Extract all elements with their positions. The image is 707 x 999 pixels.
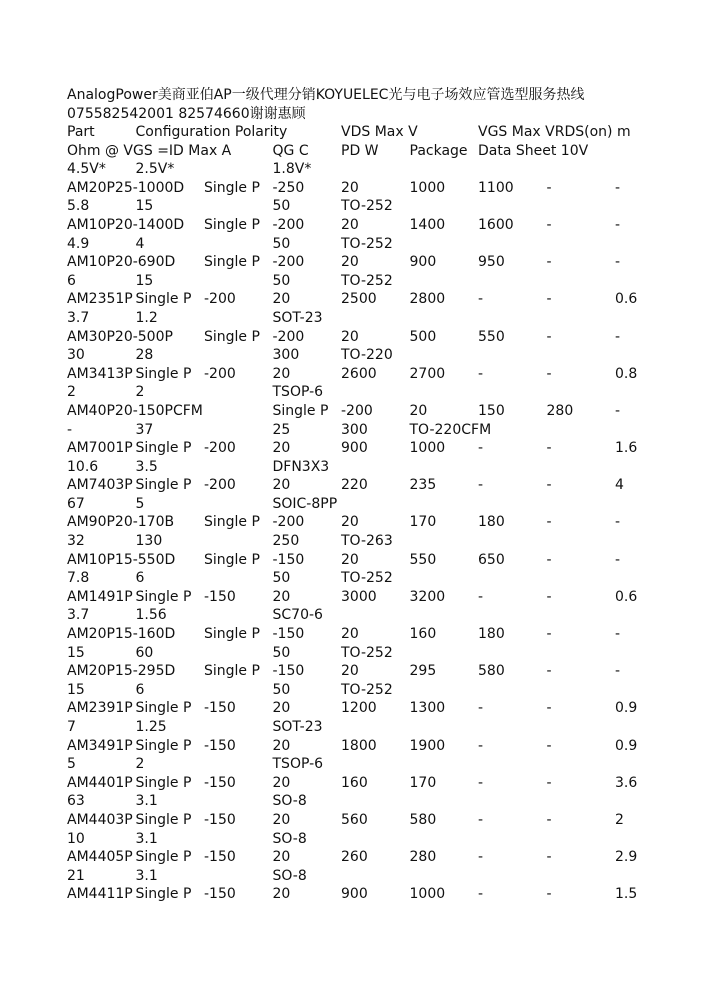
table-row [67,123,707,142]
table-cell: 2700 [409,365,446,382]
table-cell: 20 [341,551,359,568]
table-cell: - [615,626,621,643]
table-cell: 0.9 [615,700,638,717]
table-cell: 20 [341,216,359,233]
table-cell: 2 [135,756,145,773]
table-cell: - [478,849,484,866]
table-cell: AM4405P [67,849,133,866]
table-cell: -200 [272,216,305,233]
table-cell: AM10P15-550D [67,551,176,568]
table-cell: SO-8 [272,793,307,810]
table-row [67,830,707,849]
table-cell: 160 [409,626,437,643]
table-cell: -200 [272,514,305,531]
table-row [67,346,707,365]
table-row [67,848,707,867]
table-row [67,513,707,532]
table-cell: TO-252 [341,198,393,215]
table-cell: 20 [272,588,291,605]
table-cell: 15 [67,681,85,698]
table-cell: -150 [204,700,236,717]
table-cell: -200 [204,291,236,308]
table-cell: 170 [409,514,437,531]
table-cell: Single P [135,737,192,754]
table-cell: 250 [272,533,300,550]
table-row [67,458,707,477]
table-row [67,421,707,440]
table-cell: AM1491P [67,588,133,605]
table-cell: 500 [409,328,437,345]
table-cell: - [478,588,484,605]
table-row [67,774,707,793]
table-cell: 1600 [478,216,514,233]
table-cell: 2.5V* [135,161,175,178]
table-cell: 6 [135,681,145,698]
table-cell: 50 [272,681,291,698]
table-row [67,476,707,495]
table-cell: AM90P20-170B [67,514,175,531]
table-cell: 300 [341,421,368,438]
table-cell: 2500 [341,291,377,308]
table-cell: 170 [409,774,437,791]
table-cell: -200 [272,328,305,345]
table-row [67,253,707,272]
table-cell: Single P [135,811,192,828]
table-cell: 1300 [409,700,446,717]
table-cell: Single P [204,179,260,196]
table-row [67,569,707,588]
table-cell: 1.56 [135,607,167,624]
table-cell: AM4411P [67,886,133,903]
table-cell: 20 [272,737,291,754]
table-cell: - [478,737,484,754]
table-cell: 1100 [478,179,514,196]
table-cell: 1.2 [135,309,158,326]
table-cell: AM7403P [67,477,133,494]
table-cell: - [478,440,484,457]
mosfet-selection-table [67,123,707,904]
table-cell: AM30P20-500P [67,328,173,345]
table-cell: 3.5 [135,458,158,475]
table-cell: Data Sheet 10V [478,142,589,159]
table-cell: Single P [204,216,260,233]
table-cell: Single P [135,477,192,494]
table-row [67,216,707,235]
table-cell: TO-252 [341,644,393,661]
table-row [67,439,707,458]
table-cell: 20 [272,477,291,494]
table-cell: - [546,514,552,531]
table-cell: 20 [341,663,359,680]
table-row [67,365,707,384]
table-row [67,532,707,551]
table-cell: Single P [204,328,260,345]
table-cell: 1800 [341,737,377,754]
table-row [67,142,707,161]
table-cell: 21 [67,867,85,884]
table-row [67,811,707,830]
table-cell: TSOP-6 [272,384,324,401]
table-cell: AM4403P [67,811,133,828]
table-cell: 550 [409,551,437,568]
table-cell: - [546,179,552,196]
table-cell: -150 [272,663,305,680]
table-cell: 20 [409,402,428,419]
table-cell: Single P [204,514,260,531]
table-cell: Single P [204,626,260,643]
table-cell: -150 [204,737,236,754]
table-cell: SO-8 [272,867,307,884]
table-cell: -150 [272,626,305,643]
table-cell: 900 [409,254,437,271]
table-row [67,867,707,886]
table-cell: 2 [67,384,76,401]
table-cell: - [546,291,552,308]
table-cell: 30 [67,347,85,364]
table-cell: 37 [135,421,154,438]
table-cell: - [546,886,552,903]
table-cell: 50 [272,272,291,289]
table-cell: 550 [478,328,505,345]
table-cell: -200 [272,254,305,271]
table-cell: 4.5V* [67,161,106,178]
table-cell: 15 [135,272,154,289]
table-cell: 4 [615,477,624,494]
table-cell: 2800 [409,291,446,308]
table-cell: - [478,811,484,828]
table-cell: Single P [135,440,192,457]
table-cell: 6 [135,570,145,587]
table-cell: AM40P20-150PCFM [67,402,203,419]
table-row [67,606,707,625]
table-cell: Single P [135,291,192,308]
table-cell: 2 [615,811,624,828]
table-cell: 20 [272,774,291,791]
table-cell: AM3413P [67,365,133,382]
table-cell: - [546,254,552,271]
table-cell: 260 [341,849,368,866]
table-cell: 3.6 [615,774,638,791]
table-cell: 560 [341,811,368,828]
table-cell: - [546,700,552,717]
table-cell: 1.8V* [272,161,312,178]
table-cell: -150 [272,551,305,568]
table-row [67,160,707,179]
table-cell: DFN3X3 [272,458,330,475]
table-row [67,309,707,328]
table-cell: -250 [272,179,305,196]
table-cell: AM2351P [67,291,133,308]
table-cell: 650 [478,551,505,568]
table-row [67,235,707,254]
table-cell: 1.6 [615,440,638,457]
table-cell: Single P [272,402,329,419]
table-row [67,383,707,402]
table-cell: SOT-23 [272,719,323,735]
table-cell: VDS Max V [341,124,418,140]
table-cell: 1000 [409,179,446,196]
table-cell: 0.6 [615,588,638,605]
table-cell: 220 [341,477,368,494]
table-cell: - [478,477,484,494]
table-cell: AM10P20-1400D [67,216,185,233]
table-cell: - [478,774,484,791]
table-cell: - [546,477,552,494]
table-cell: 20 [272,886,291,903]
table-row [67,737,707,756]
table-cell: 130 [135,533,163,550]
table-cell: 32 [67,533,85,550]
table-cell: - [546,216,552,233]
table-cell: 1200 [341,700,377,717]
table-cell: 1400 [409,216,446,233]
table-cell: - [546,663,552,680]
table-row [67,328,707,347]
table-row [67,625,707,644]
table-cell: 6 [67,272,76,289]
table-cell: 950 [478,254,505,271]
table-cell: 20 [272,849,291,866]
table-cell: 580 [478,663,505,680]
table-cell: - [546,365,552,382]
table-cell: 0.6 [615,291,638,308]
table-cell: 10 [67,830,85,847]
table-cell: 50 [272,198,291,215]
table-cell: PD W [341,142,379,159]
table-cell: - [615,328,621,345]
table-cell: 1.5 [615,886,638,903]
table-cell: 20 [341,514,359,531]
table-row [67,662,707,681]
table-cell: - [546,849,552,866]
table-cell: AM20P15-160D [67,626,176,643]
table-cell: Single P [135,774,192,791]
table-cell: 7.8 [67,570,90,587]
table-cell: - [615,216,621,233]
table-cell: - [546,811,552,828]
table-cell: TO-220CFM [409,421,492,438]
table-cell: AM20P25-1000D [67,179,185,196]
table-cell: 1900 [409,737,446,754]
table-cell: - [546,588,552,605]
table-cell: 3200 [409,588,446,605]
table-cell: 3.1 [135,830,158,847]
table-cell: 4.9 [67,235,90,252]
table-row [67,551,707,570]
table-cell: Package [409,142,468,159]
table-cell: 2 [135,384,145,401]
table-row [67,681,707,700]
table-cell: 900 [341,440,368,457]
table-cell: 50 [272,644,291,661]
table-cell: SOIC-8PP [272,495,338,512]
table-cell: 20 [341,254,359,271]
table-cell: 280 [409,849,437,866]
table-cell: - [615,514,621,531]
table-cell: -150 [204,811,236,828]
table-cell: TO-252 [341,235,393,252]
table-cell: - [478,365,484,382]
table-cell: Single P [204,254,260,271]
table-cell: 0.9 [615,737,638,754]
table-cell: 20 [272,700,291,717]
table-cell: AM2391P [67,700,133,717]
table-cell: 5 [135,495,145,512]
table-cell: 63 [67,793,85,810]
table-cell: 3000 [341,588,377,605]
table-cell: 3.1 [135,867,158,884]
table-cell: Ohm @ VGS =ID Max A [67,142,232,159]
table-cell: Configuration Polarity [135,124,288,140]
table-cell: TO-220 [341,347,393,364]
table-row [67,699,707,718]
table-row [67,644,707,663]
table-cell: - [478,700,484,717]
table-cell: 20 [272,440,291,457]
table-cell: 20 [272,291,291,308]
table-cell: AM20P15-295D [67,663,176,680]
table-cell: QG C [272,142,309,159]
table-cell: - [546,440,552,457]
table-cell: 900 [341,886,368,903]
table-cell: - [615,663,621,680]
table-cell: 25 [272,421,291,438]
table-cell: - [546,774,552,791]
table-cell: 5.8 [67,198,90,215]
table-cell: 295 [409,663,437,680]
table-cell: 180 [478,626,505,643]
table-cell: 3.7 [67,607,90,624]
table-row [67,718,707,737]
table-cell: Part [67,124,95,140]
table-cell: 2600 [341,365,377,382]
table-row [67,402,707,421]
table-cell: 3.1 [135,793,158,810]
table-cell: Single P [135,886,192,903]
table-cell: SC70-6 [272,607,323,624]
table-row [67,588,707,607]
table-cell: -150 [204,588,236,605]
table-cell: 20 [272,811,291,828]
header-title-line: AnalogPower美商亚伯AP一级代理分销KOYUELEC光与电子场效应管选型服务热线 [67,87,585,103]
table-cell: 20 [341,328,359,345]
table-cell: 20 [341,626,359,643]
table-cell: - [615,551,621,568]
table-cell: 0.8 [615,365,638,382]
table-cell: -150 [204,774,236,791]
table-cell: - [546,626,552,643]
table-cell: 20 [341,179,359,196]
table-cell: 15 [67,644,85,661]
table-cell: TO-263 [341,533,393,550]
table-row [67,755,707,774]
table-cell: - [615,179,621,196]
table-cell: - [615,402,621,419]
table-cell: - [67,421,73,438]
table-cell: 5 [67,756,76,773]
table-cell: TO-252 [341,272,393,289]
table-cell: AM7001P [67,440,133,457]
table-cell: 50 [272,570,291,587]
table-cell: 28 [135,347,154,364]
table-cell: 50 [272,235,291,252]
table-cell: TO-252 [341,681,393,698]
table-cell: SOT-23 [272,309,323,326]
table-cell: 7 [67,719,76,735]
table-cell: - [478,886,484,903]
table-row [67,290,707,309]
table-cell: 1000 [409,886,446,903]
table-cell: 300 [272,347,300,364]
table-cell: - [615,254,621,271]
table-cell: -200 [204,440,236,457]
table-cell: AM3491P [67,737,133,754]
table-cell: 235 [409,477,437,494]
table-cell: Single P [204,551,260,568]
table-cell: 160 [341,774,368,791]
table-cell: TSOP-6 [272,756,324,773]
table-cell: -200 [204,365,236,382]
table-cell: 1.25 [135,719,167,735]
table-cell: 580 [409,811,437,828]
table-row [67,272,707,291]
table-cell: 60 [135,644,154,661]
table-cell: 67 [67,495,85,512]
table-cell: 2.9 [615,849,638,866]
table-cell: SO-8 [272,830,307,847]
table-cell: - [546,737,552,754]
table-cell: AM10P20-690D [67,254,176,271]
table-cell: -150 [204,849,236,866]
table-cell: TO-252 [341,570,393,587]
table-cell: 4 [135,235,145,252]
table-cell: 150 [478,402,505,419]
table-cell: 15 [135,198,154,215]
table-cell: - [546,551,552,568]
table-cell: -200 [204,477,236,494]
table-row [67,197,707,216]
table-cell: 180 [478,514,505,531]
table-row [67,792,707,811]
table-cell: 20 [272,365,291,382]
table-cell: 10.6 [67,458,99,475]
table-cell: - [546,328,552,345]
header-contact-line: 07558254200​1 82574660谢谢惠顾 [67,105,306,122]
table-cell: - [478,291,484,308]
table-cell: Single P [135,700,192,717]
table-cell: 3.7 [67,309,90,326]
table-row [67,179,707,198]
table-cell: -200 [341,402,373,419]
document-header [67,86,687,123]
table-cell: 280 [546,402,574,419]
table-cell: -150 [204,886,236,903]
table-cell: 1000 [409,440,446,457]
table-cell: Single P [135,365,192,382]
table-cell: AM4401P [67,774,133,791]
table-row [67,495,707,514]
table-cell: VGS Max VRDS(on) m [478,124,631,140]
table-cell: Single P [204,663,260,680]
table-cell: Single P [135,588,192,605]
table-row [67,885,707,904]
table-cell: Single P [135,849,192,866]
